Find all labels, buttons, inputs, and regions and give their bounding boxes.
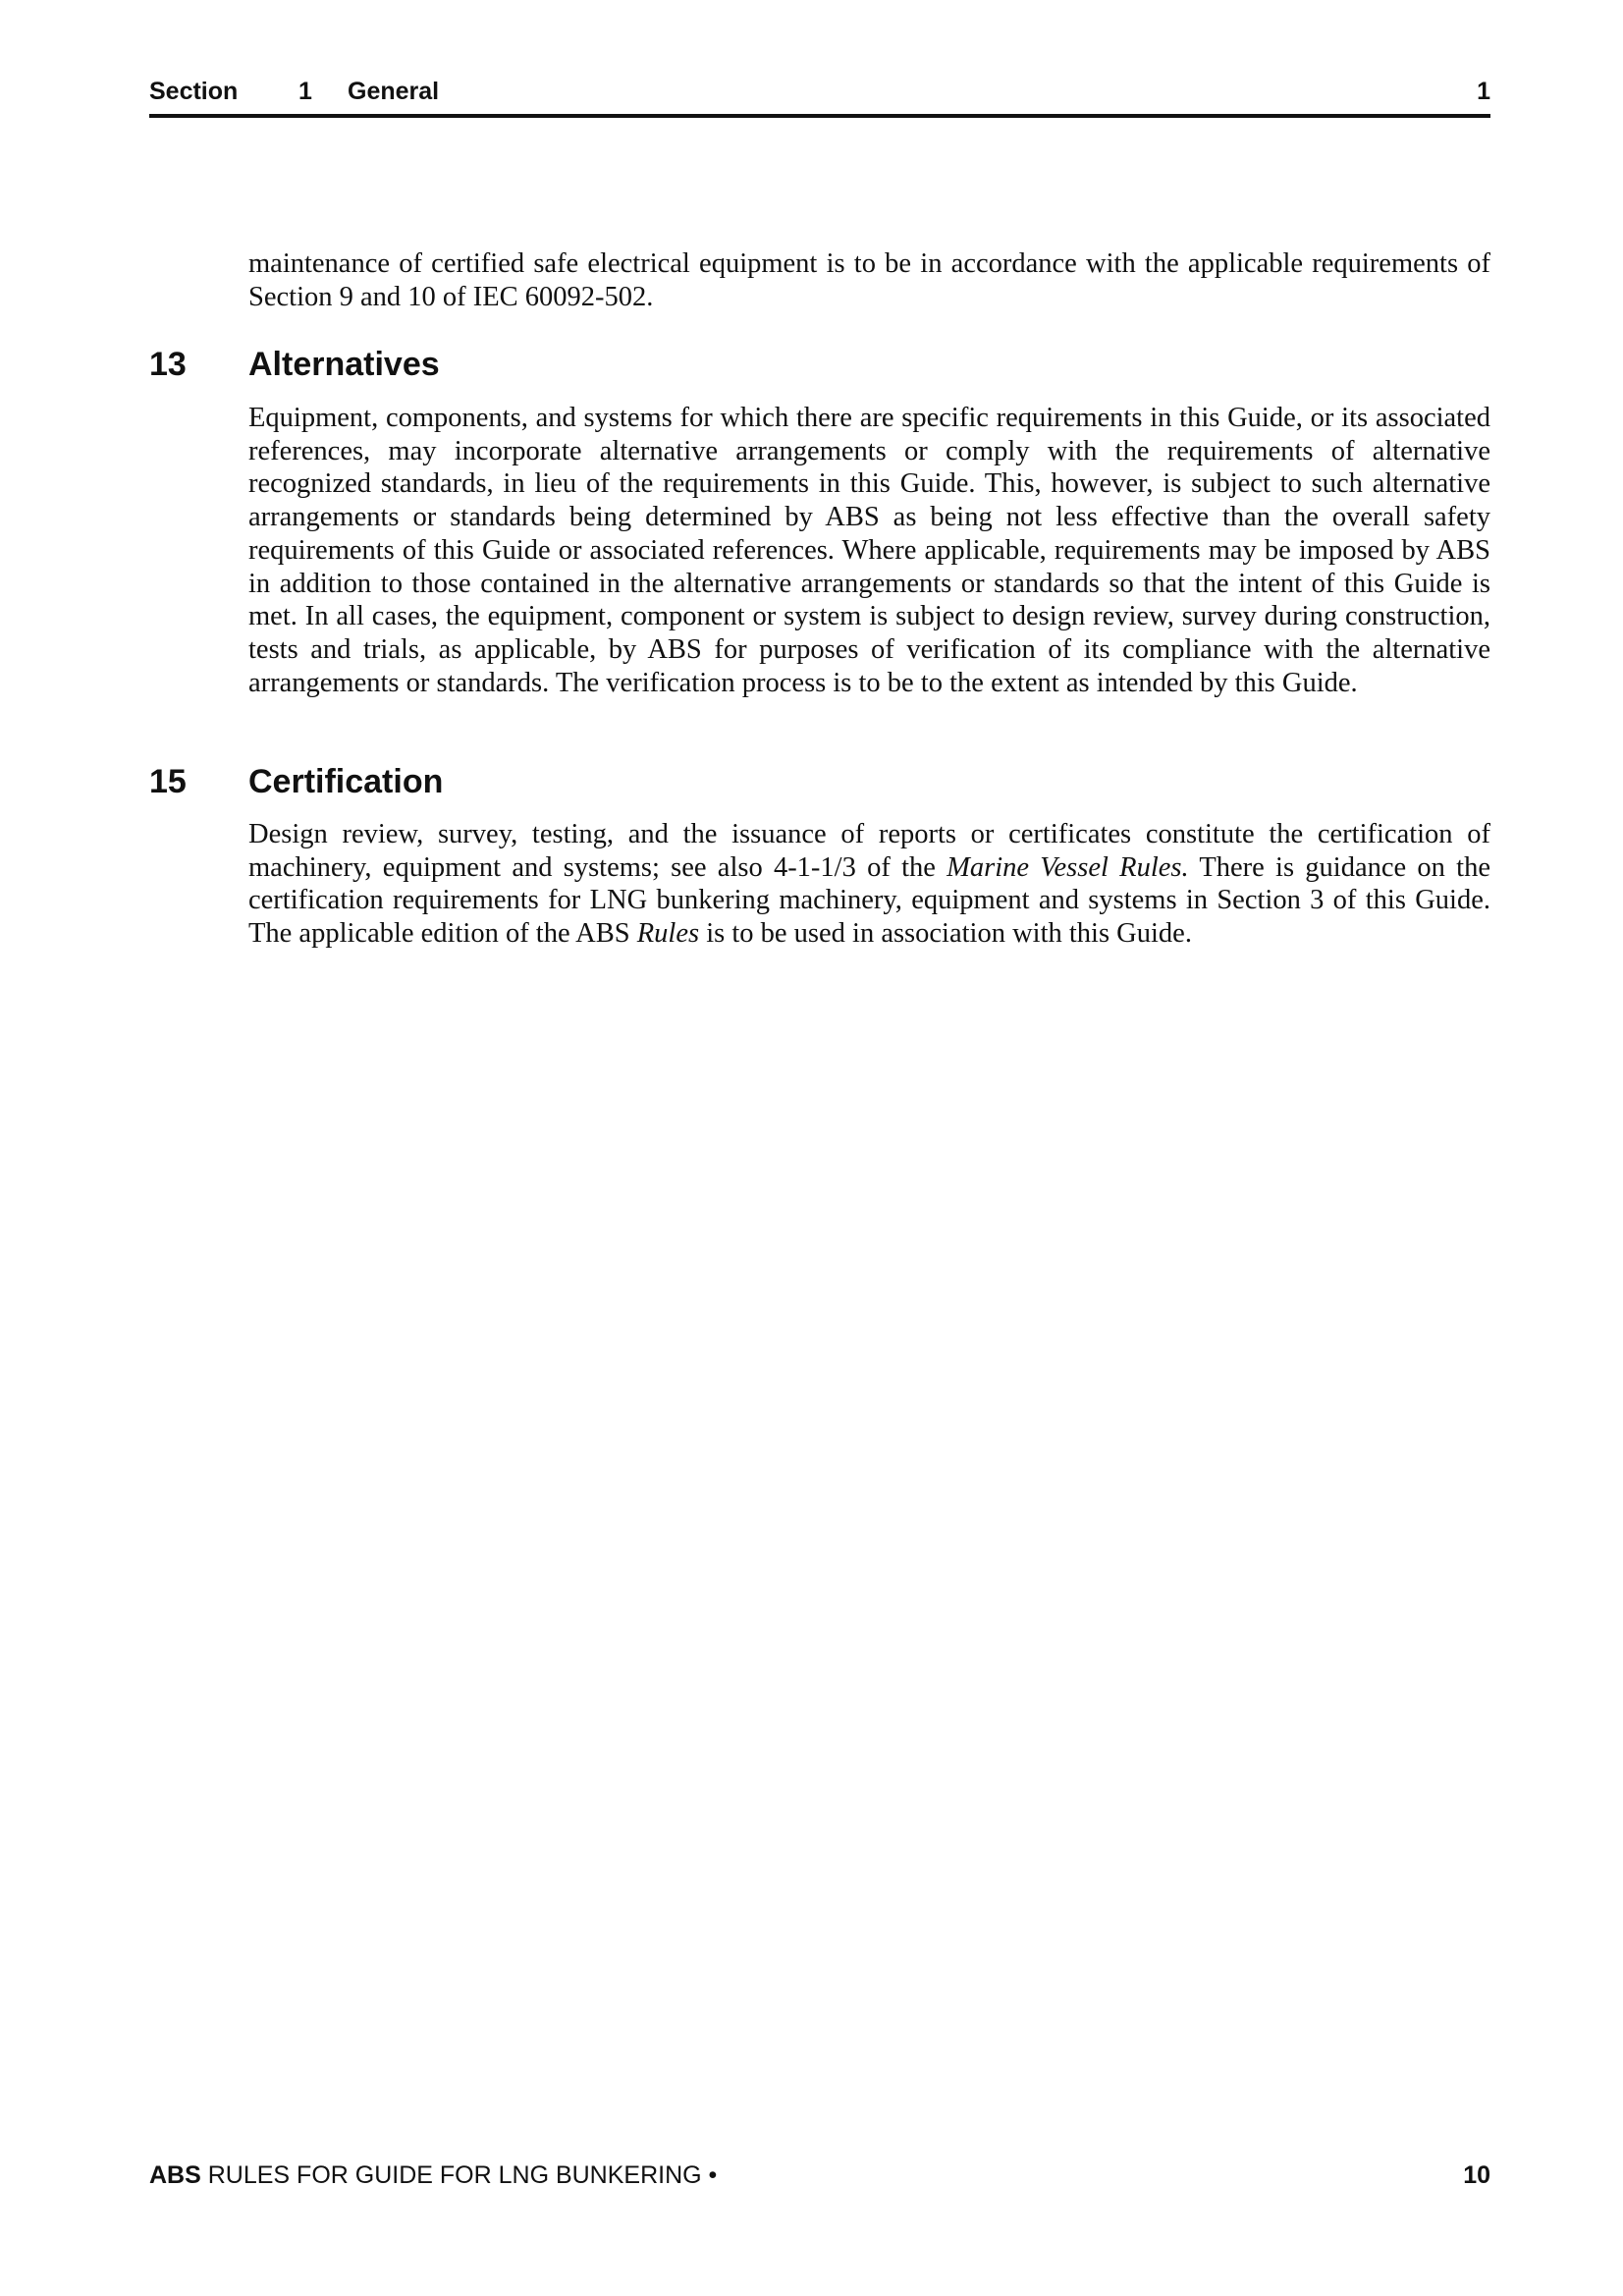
certification-text-part2: There is guidance on the certification requirements for LNG bunkering machinery, equipment and systems in Section 3 of this Guide. The applicable edition of the ABS (248, 851, 1490, 950)
header-section-label: Section (149, 78, 239, 105)
header-section-title: General (348, 78, 440, 105)
marine-vessel-rules-reference: Marine Vessel Rules. (947, 851, 1189, 883)
section-title: Alternatives (248, 346, 440, 383)
alternatives-paragraph: Equipment, components, and systems for which there are specific requirements in this Guide, or its associated references, may incorporate alternative arrangements or comply with the requirements of alternative recognized standards, in lieu of the requirements in this Guide. This, however, is subject to such alternative arrangements or standards being determined by ABS as being not less effective than the overall safety requirements of this Guide or associated references. Where applicable, requirements may be imposed by ABS in addition to those contained in the alternative arrangements or standards so that the intent of this Guide is met. In all cases, the equipment, component or system is subject to design review, survey during construction, tests and trials, as applicable, by ABS for purposes of verification of its compliance with the alternative arrangements or standards. The verification process is to be to the extent as intended by this Guide. (248, 403, 1490, 698)
footer-page-number: 10 (1463, 2161, 1490, 2189)
header-section-number: 1 (298, 78, 312, 105)
certification-paragraph (248, 818, 1490, 951)
certification-text-part3: is to be used in association with this Guide. (699, 918, 1192, 950)
running-header (149, 75, 1490, 118)
abs-rules-reference: Rules (636, 918, 700, 950)
intro-paragraph: maintenance of certified safe electrical equipment is to be in accordance with the applicable requirements of Section 9 and 10 of IEC 60092-502. (248, 248, 1490, 312)
section-number: 13 (149, 346, 187, 383)
certification-text-part1: Design review, survey, testing, and the issuance of reports or certificates constitute the certification of machinery, equipment and systems; see also 4-1-1/3 of the (248, 819, 1490, 883)
running-footer (149, 2159, 1490, 2192)
section-heading-certification (149, 761, 1490, 802)
section-heading-alternatives (149, 344, 1490, 385)
footer-brand: ABS (149, 2161, 201, 2189)
section-number: 15 (149, 763, 187, 800)
header-chapter-number: 1 (1477, 78, 1490, 105)
footer-title: RULES FOR GUIDE FOR LNG BUNKERING • (200, 2161, 718, 2189)
section-title: Certification (248, 763, 444, 800)
